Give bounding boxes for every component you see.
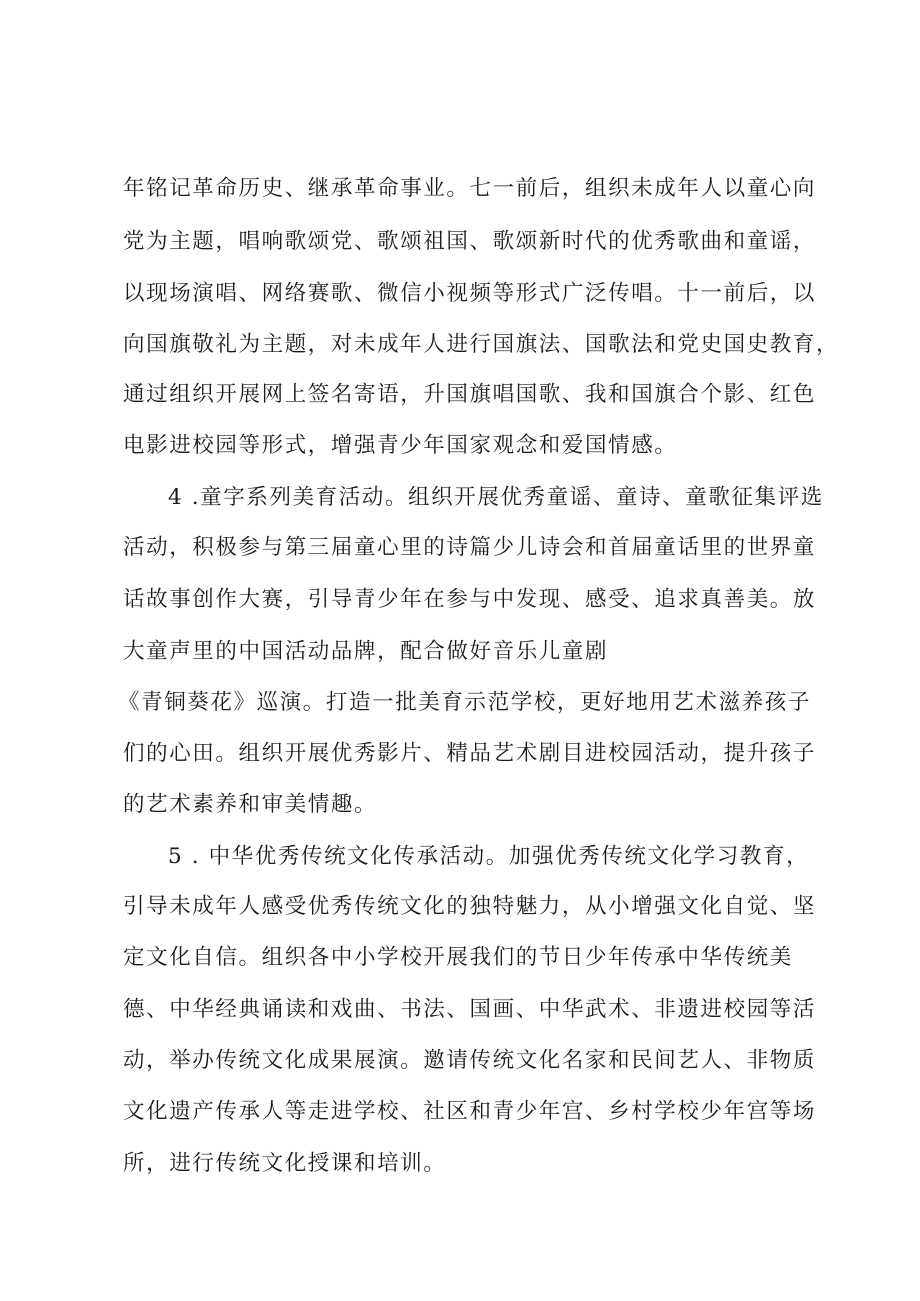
text-line: 德、中华经典诵读和戏曲、书法、国画、中华武术、非遗进校园等活: [123, 997, 817, 1022]
text-line: 电影进校园等形式，增强青少年国家观念和爱国情感。: [123, 433, 678, 458]
text-line: 文化遗产传承人等走进学校、社区和青少年宫、乡村学校少年宫等场: [123, 1099, 817, 1124]
section-4-heading-line: 4 .童字系列美育活动。组织开展优秀童谣、童诗、童歌征集评选: [168, 485, 824, 510]
text-line: 向国旗敬礼为主题，对未成年人进行国旗法、国歌法和党史国史教育，: [123, 332, 840, 357]
section-5-heading-line: 5 . 中华优秀传统文化传承活动。加强优秀传统文化学习教育，: [168, 844, 810, 869]
text-line: 的艺术素养和审美情趣。: [123, 792, 378, 817]
text-line: 以现场演唱、网络赛歌、微信小视频等形式广泛传唱。十一前后，以: [123, 281, 817, 306]
text-line: 《青铜葵花》巡演。打造一批美育示范学校，更好地用艺术滋养孩子: [118, 690, 812, 715]
text-line: 们的心田。组织开展优秀影片、精品艺术剧目进校园活动，提升孩子: [123, 741, 817, 766]
text-line: 引导未成年人感受优秀传统文化的独特魅力，从小增强文化自觉、坚: [123, 894, 817, 919]
text-line: 所，进行传统文化授课和培训。: [123, 1151, 447, 1176]
text-line: 大童声里的中国活动品牌，配合做好音乐儿童剧: [123, 639, 609, 664]
text-line: 党为主题，唱响歌颂党、歌颂祖国、歌颂新时代的优秀歌曲和童谣，: [123, 229, 817, 254]
text-line: 定文化自信。组织各中小学校开展我们的节日少年传承中华传统美: [123, 945, 793, 970]
text-line: 活动，积极参与第三届童心里的诗篇少儿诗会和首届童话里的世界童: [123, 535, 817, 560]
text-line: 通过组织开展网上签名寄语，升国旗唱国歌、我和国旗合个影、红色: [123, 382, 817, 407]
text-line: 动，举办传统文化成果展演。邀请传统文化名家和民间艺人、非物质: [123, 1048, 817, 1073]
text-line: 年铭记革命历史、继承革命事业。七一前后，组织未成年人以童心向: [123, 176, 817, 201]
text-line: 话故事创作大赛，引导青少年在参与中发现、感受、追求真善美。放: [123, 587, 817, 612]
